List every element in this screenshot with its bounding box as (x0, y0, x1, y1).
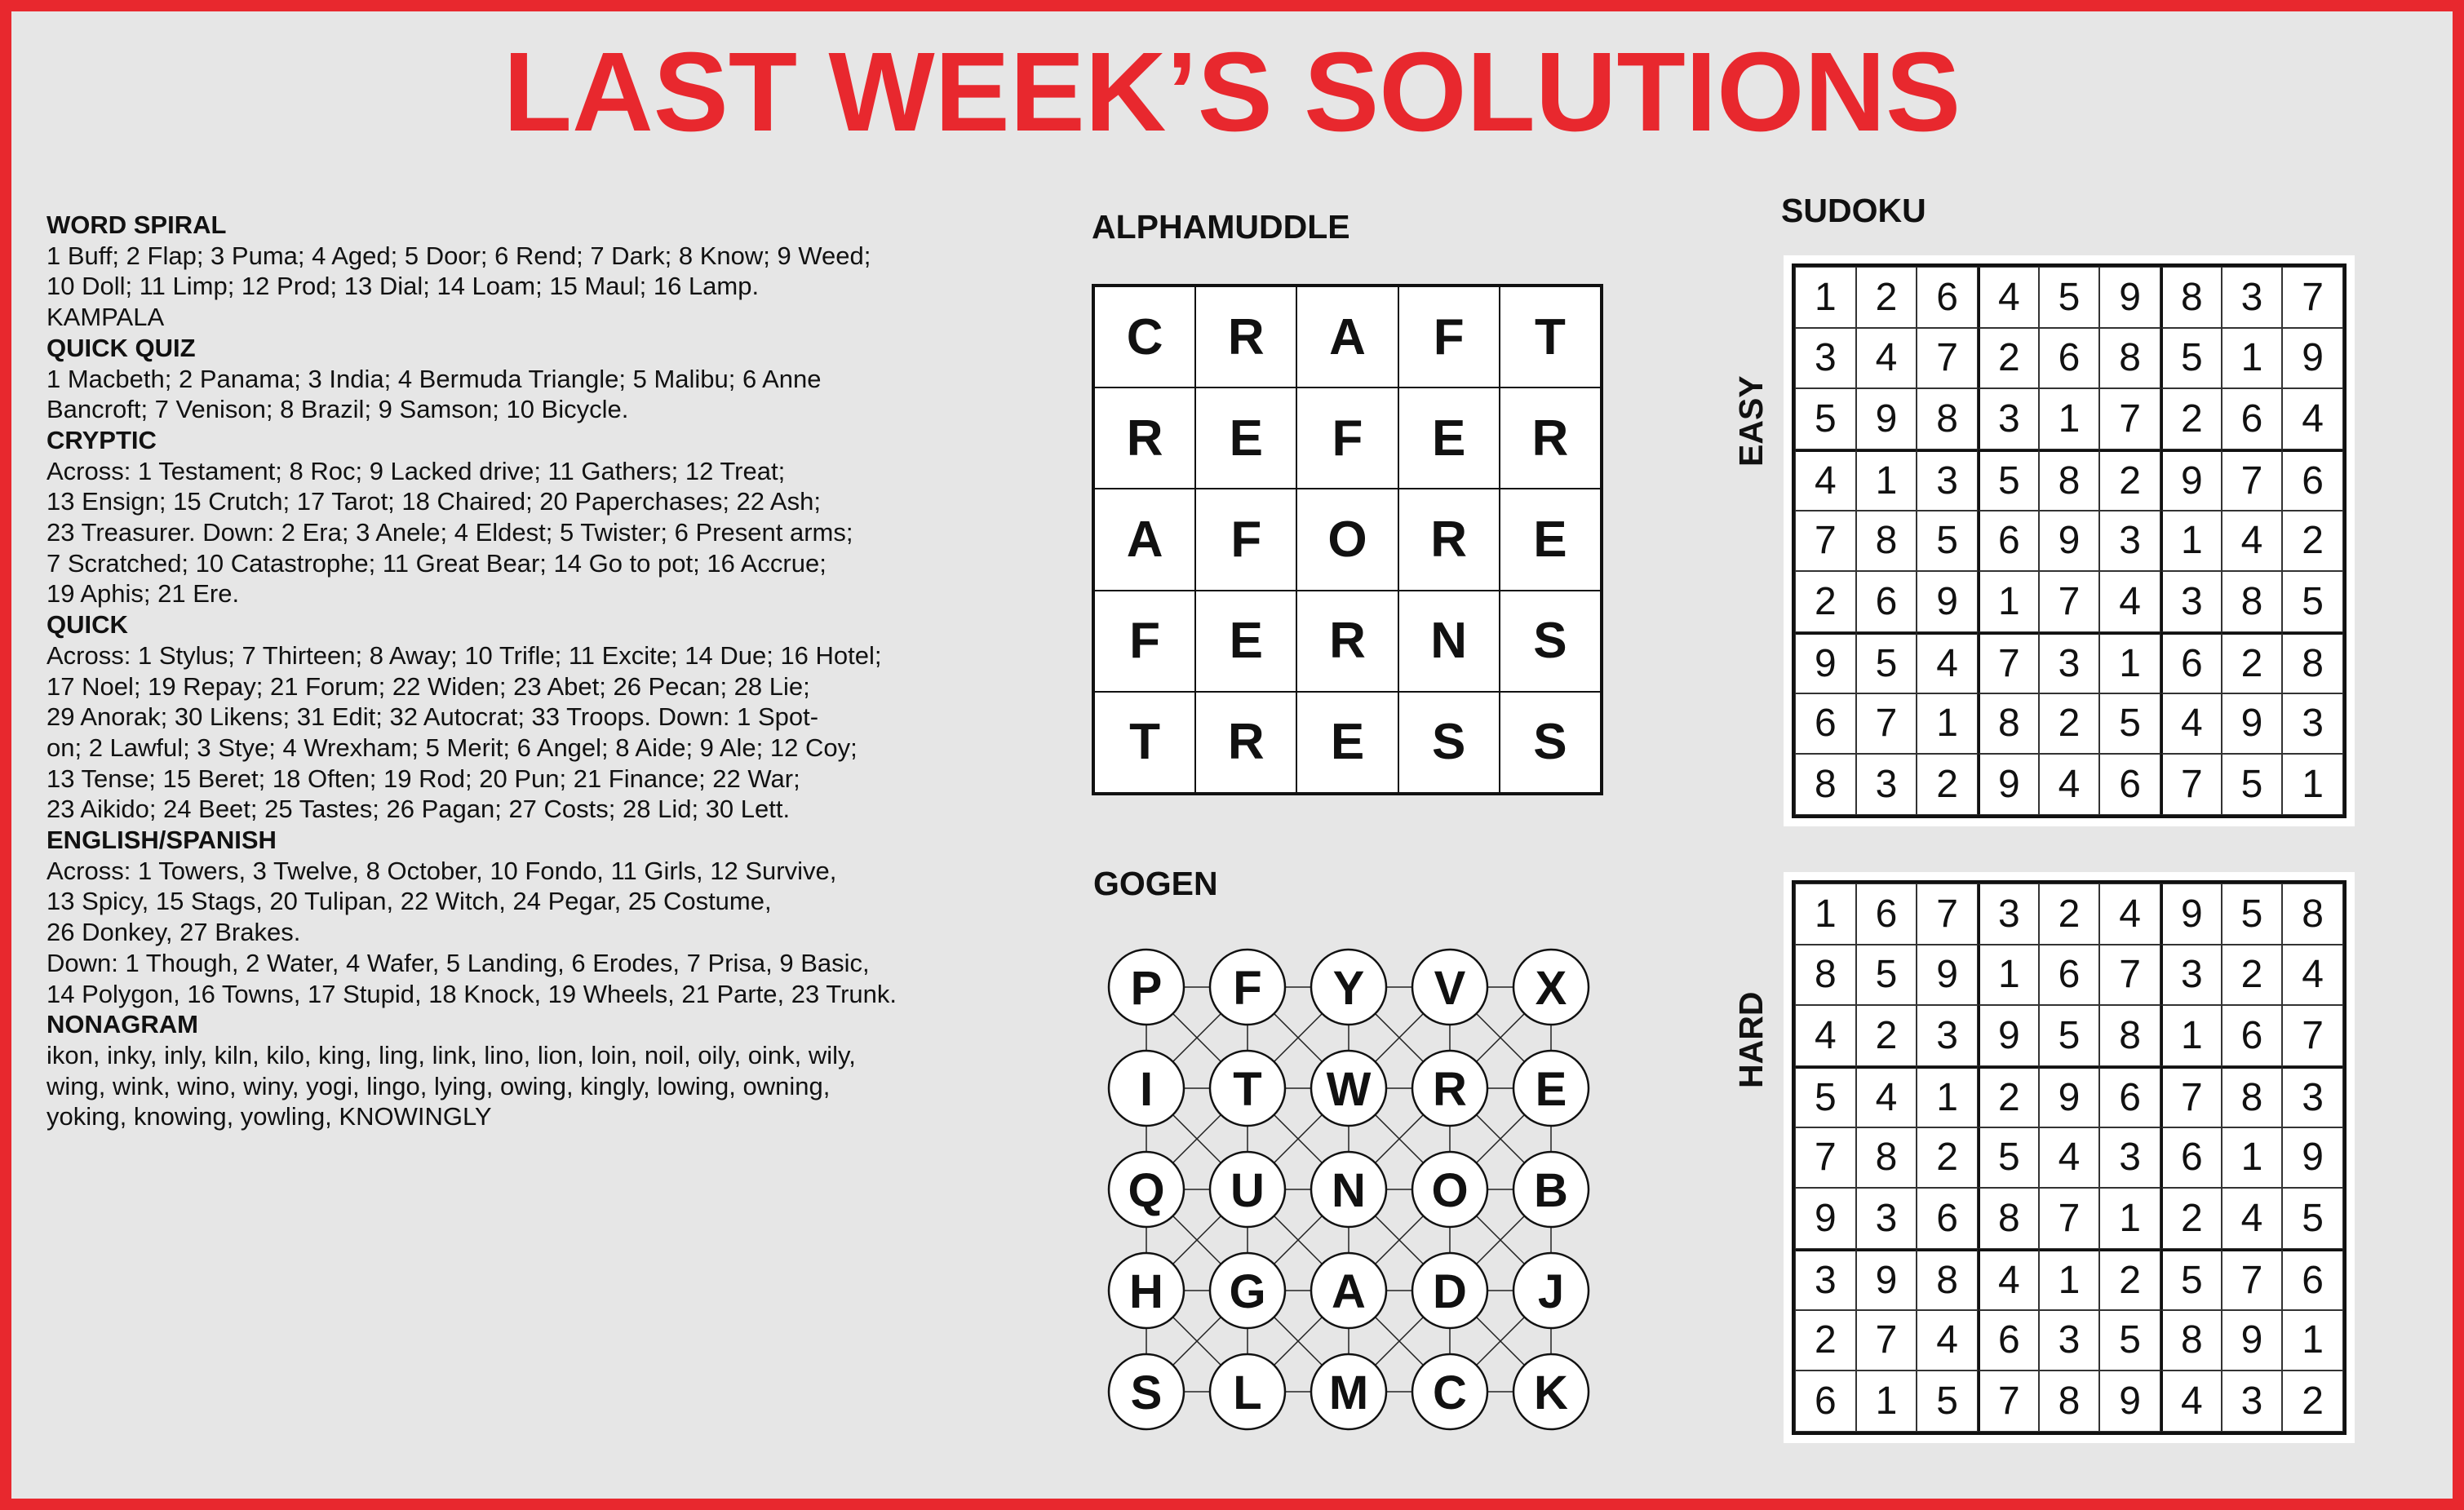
sudoku-cell: 9 (2160, 883, 2222, 945)
solution-line: ikon, inky, inly, kiln, kilo, king, ling, link, lino, lion, loin, noil, oily, oink, wily, (47, 1040, 856, 1069)
solution-heading: CRYPTIC (47, 425, 157, 454)
sudoku-cell: 9 (2222, 693, 2283, 755)
sudoku-cell: 2 (2099, 449, 2160, 511)
sudoku-cell: 9 (1917, 571, 1978, 632)
sudoku-cell: 5 (2160, 1249, 2222, 1310)
solution-heading: QUICK QUIZ (47, 333, 196, 362)
sudoku-cell: 7 (2099, 945, 2160, 1006)
sudoku-cell: 8 (2222, 1066, 2283, 1127)
sudoku-cell: 7 (1978, 1371, 2039, 1432)
sudoku-cell: 2 (1795, 571, 1856, 632)
sudoku-cell: 6 (2160, 1127, 2222, 1189)
solution-section (47, 1009, 993, 1132)
sudoku-cell: 2 (2222, 632, 2283, 693)
alphamuddle-cell: C (1094, 286, 1195, 387)
sudoku-cell: 9 (1795, 1188, 1856, 1249)
gogen-letter: B (1534, 1164, 1568, 1217)
sudoku-cell: 6 (1856, 571, 1917, 632)
sudoku-cell: 3 (1795, 328, 1856, 389)
gogen-letter: C (1433, 1366, 1467, 1419)
sudoku-cell: 7 (2099, 388, 2160, 449)
sudoku-cell: 7 (1978, 632, 2039, 693)
sudoku-cell: 8 (2160, 1310, 2222, 1371)
sudoku-cell: 3 (2099, 1127, 2160, 1189)
sudoku-cell: 7 (2222, 1249, 2283, 1310)
sudoku-cell: 2 (1856, 1005, 1917, 1066)
sudoku-cell: 2 (2160, 388, 2222, 449)
sudoku-cell: 4 (1917, 632, 1978, 693)
alphamuddle-cell: R (1195, 692, 1296, 793)
sudoku-cell: 6 (2282, 449, 2343, 511)
solution-line: Across: 1 Stylus; 7 Thirteen; 8 Away; 10 Trifle; 11 Excite; 14 Due; 16 Hotel; (47, 640, 882, 670)
sudoku-cell: 1 (1978, 571, 2039, 632)
sudoku-cell: 3 (2222, 267, 2283, 328)
sudoku-cell: 4 (2099, 883, 2160, 945)
sudoku-cell: 4 (2099, 571, 2160, 632)
sudoku-cell: 8 (1795, 754, 1856, 815)
alphamuddle-cell: E (1195, 387, 1296, 489)
sudoku-cell: 5 (2099, 1310, 2160, 1371)
gogen-letter: Y (1332, 962, 1365, 1015)
alphamuddle-cell: T (1094, 692, 1195, 793)
sudoku-cell: 4 (2222, 1188, 2283, 1249)
sudoku-cell: 4 (2039, 1127, 2100, 1189)
sudoku-cell: 4 (2160, 693, 2222, 755)
sudoku-cell: 4 (2282, 388, 2343, 449)
sudoku-cell: 4 (2039, 754, 2100, 815)
sudoku-cell: 6 (2039, 945, 2100, 1006)
sudoku-cell: 9 (2099, 267, 2160, 328)
alphamuddle-cell: R (1296, 591, 1398, 692)
alphamuddle-cell: F (1296, 387, 1398, 489)
alphamuddle-cell: S (1500, 692, 1601, 793)
solution-line: 1 Macbeth; 2 Panama; 3 India; 4 Bermuda Triangle; 5 Malibu; 6 Anne (47, 364, 822, 393)
sudoku-cell: 4 (2160, 1371, 2222, 1432)
sudoku-cell: 9 (2039, 1066, 2100, 1127)
solution-section (47, 609, 993, 825)
sudoku-cell: 7 (2160, 754, 2222, 815)
sudoku-cell: 9 (1856, 1249, 1917, 1310)
sudoku-cell: 5 (1856, 632, 1917, 693)
sudoku-cell: 6 (2039, 328, 2100, 389)
sudoku-cell: 4 (1978, 267, 2039, 328)
sudoku-cell: 8 (1978, 693, 2039, 755)
solution-line: KAMPALA (47, 303, 165, 332)
sudoku-cell: 6 (2222, 388, 2283, 449)
sudoku-cell: 5 (1856, 945, 1917, 1006)
sudoku-cell: 5 (2160, 328, 2222, 389)
sudoku-heading: SUDOKU (1781, 192, 1926, 229)
sudoku-cell: 1 (1917, 1066, 1978, 1127)
gogen-letter: F (1233, 962, 1262, 1015)
sudoku-cell: 3 (2222, 1371, 2283, 1432)
sudoku-cell: 8 (2282, 883, 2343, 945)
sudoku-cell: 3 (1856, 754, 1917, 815)
alphamuddle-cell: A (1296, 286, 1398, 387)
solution-section (47, 825, 993, 1009)
alphamuddle-cell: E (1296, 692, 1398, 793)
sudoku-cell: 1 (2099, 632, 2160, 693)
sudoku-cell: 3 (2099, 511, 2160, 572)
sudoku-cell: 7 (1795, 511, 1856, 572)
solution-line: on; 2 Lawful; 3 Stye; 4 Wrexham; 5 Merit; 6 Angel; 8 Aide; 9 Ale; 12 Coy; (47, 733, 858, 762)
solution-line: 14 Polygon, 16 Towns, 17 Stupid, 18 Knock, 19 Wheels, 21 Parte, 23 Trunk. (47, 979, 897, 1008)
alphamuddle-cell: F (1398, 286, 1500, 387)
sudoku-cell: 5 (1978, 449, 2039, 511)
alphamuddle-cell: R (1195, 286, 1296, 387)
sudoku-cell: 9 (2039, 511, 2100, 572)
sudoku-cell: 2 (1978, 328, 2039, 389)
sudoku-cell: 8 (2160, 267, 2222, 328)
sudoku-cell: 6 (1856, 883, 1917, 945)
sudoku-cell: 7 (1795, 1127, 1856, 1189)
solution-line: 29 Anorak; 30 Likens; 31 Edit; 32 Autocrat; 33 Troops. Down: 1 Spot- (47, 702, 819, 732)
alphamuddle-cell: S (1398, 692, 1500, 793)
solution-line: Across: 1 Testament; 8 Roc; 9 Lacked drive; 11 Gathers; 12 Treat; (47, 456, 786, 485)
sudoku-cell: 2 (1978, 1066, 2039, 1127)
solution-heading: WORD SPIRAL (47, 210, 227, 239)
solution-line: wing, wink, wino, winy, yogi, lingo, lying, owing, kingly, lowing, owning, (47, 1071, 831, 1100)
sudoku-cell: 8 (2222, 571, 2283, 632)
sudoku-cell: 5 (1795, 1066, 1856, 1127)
solutions-text-column (47, 210, 993, 1132)
sudoku-cell: 7 (2282, 267, 2343, 328)
solution-line: 13 Ensign; 15 Crutch; 17 Tarot; 18 Chaired; 20 Paperchases; 22 Ash; (47, 487, 821, 516)
sudoku-cell: 3 (1917, 449, 1978, 511)
solution-line: 7 Scratched; 10 Catastrophe; 11 Great Bear; 14 Go to pot; 16 Accrue; (47, 548, 827, 578)
sudoku-easy-grid (1792, 263, 2347, 818)
sudoku-cell: 1 (1856, 449, 1917, 511)
alphamuddle-heading: ALPHAMUDDLE (1092, 208, 1350, 246)
gogen-letter: A (1332, 1265, 1366, 1318)
sudoku-cell: 1 (2160, 1005, 2222, 1066)
sudoku-cell: 9 (2099, 1371, 2160, 1432)
sudoku-cell: 8 (2039, 1371, 2100, 1432)
sudoku-cell: 8 (2039, 449, 2100, 511)
gogen-letter: W (1326, 1063, 1372, 1116)
sudoku-cell: 9 (1856, 388, 1917, 449)
sudoku-cell: 7 (2039, 571, 2100, 632)
alphamuddle-cell: E (1398, 387, 1500, 489)
sudoku-cell: 8 (1978, 1188, 2039, 1249)
gogen-letter: K (1534, 1366, 1568, 1419)
sudoku-cell: 1 (2222, 328, 2283, 389)
solution-line: 1 Buff; 2 Flap; 3 Puma; 4 Aged; 5 Door; 6 Rend; 7 Dark; 8 Know; 9 Weed; (47, 241, 871, 270)
sudoku-cell: 3 (1978, 388, 2039, 449)
sudoku-cell: 5 (1978, 1127, 2039, 1189)
sudoku-cell: 6 (2282, 1249, 2343, 1310)
gogen-letter: R (1433, 1063, 1467, 1116)
alphamuddle-cell: N (1398, 591, 1500, 692)
sudoku-cell: 1 (2099, 1188, 2160, 1249)
solution-line: 23 Treasurer. Down: 2 Era; 3 Anele; 4 Eldest; 5 Twister; 6 Present arms; (47, 518, 853, 547)
solution-line: Down: 1 Though, 2 Water, 4 Wafer, 5 Landing, 6 Erodes, 7 Prisa, 9 Basic, (47, 948, 870, 977)
sudoku-hard (1784, 872, 2355, 1443)
sudoku-cell: 5 (1917, 1371, 1978, 1432)
sudoku-cell: 6 (1795, 1371, 1856, 1432)
sudoku-cell: 2 (2039, 883, 2100, 945)
solution-line: 17 Noel; 19 Repay; 21 Forum; 22 Widen; 23 Abet; 26 Pecan; 28 Lie; (47, 671, 810, 701)
sudoku-cell: 1 (1795, 267, 1856, 328)
sudoku-easy-label: EASY (1732, 375, 1770, 467)
sudoku-cell: 8 (2099, 328, 2160, 389)
solution-line: Across: 1 Towers, 3 Twelve, 8 October, 10 Fondo, 11 Girls, 12 Survive, (47, 856, 837, 885)
sudoku-cell: 2 (1917, 754, 1978, 815)
sudoku-cell: 6 (1978, 1310, 2039, 1371)
alphamuddle-grid (1092, 284, 1603, 795)
sudoku-cell: 3 (2160, 945, 2222, 1006)
sudoku-cell: 4 (1795, 1005, 1856, 1066)
sudoku-cell: 4 (1917, 1310, 1978, 1371)
gogen-letter: V (1434, 962, 1466, 1015)
solution-section (47, 333, 993, 425)
sudoku-hard-label: HARD (1732, 991, 1770, 1088)
sudoku-cell: 6 (1917, 267, 1978, 328)
sudoku-cell: 1 (2282, 754, 2343, 815)
sudoku-cell: 5 (2039, 1005, 2100, 1066)
gogen-letter: S (1130, 1366, 1163, 1419)
sudoku-cell: 9 (1795, 632, 1856, 693)
sudoku-cell: 8 (1917, 388, 1978, 449)
sudoku-cell: 5 (1917, 511, 1978, 572)
solution-line: yoking, knowing, yowling, KNOWINGLY (47, 1102, 492, 1131)
gogen-heading: GOGEN (1093, 865, 1218, 902)
sudoku-cell: 7 (1856, 1310, 1917, 1371)
sudoku-cell: 1 (2160, 511, 2222, 572)
sudoku-cell: 5 (2282, 1188, 2343, 1249)
gogen-letter: Q (1128, 1164, 1165, 1217)
sudoku-cell: 8 (1917, 1249, 1978, 1310)
gogen-letter: P (1130, 962, 1163, 1015)
solution-line: 13 Spicy, 15 Stags, 20 Tulipan, 22 Witch, 24 Pegar, 25 Costume, (47, 887, 772, 916)
sudoku-cell: 3 (2039, 632, 2100, 693)
sudoku-cell: 6 (1978, 511, 2039, 572)
sudoku-cell: 9 (1978, 1005, 2039, 1066)
gogen-letter: D (1433, 1265, 1467, 1318)
sudoku-cell: 2 (2282, 1371, 2343, 1432)
sudoku-cell: 9 (2282, 1127, 2343, 1189)
solution-line: Bancroft; 7 Venison; 8 Brazil; 9 Samson; 10 Bicycle. (47, 395, 629, 424)
sudoku-cell: 9 (2160, 449, 2222, 511)
gogen-letter: O (1431, 1164, 1469, 1217)
sudoku-cell: 6 (2160, 632, 2222, 693)
sudoku-cell: 2 (1795, 1310, 1856, 1371)
gogen-letter: G (1229, 1265, 1266, 1318)
alphamuddle-cell: F (1195, 489, 1296, 590)
solution-section (47, 425, 993, 609)
sudoku-cell: 1 (1856, 1371, 1917, 1432)
solution-line: 13 Tense; 15 Beret; 18 Often; 19 Rod; 20 Pun; 21 Finance; 22 War; (47, 764, 800, 793)
sudoku-cell: 2 (2282, 511, 2343, 572)
sudoku-cell: 7 (1856, 693, 1917, 755)
sudoku-cell: 1 (1795, 883, 1856, 945)
sudoku-easy (1784, 255, 2355, 826)
sudoku-cell: 8 (2099, 1005, 2160, 1066)
sudoku-cell: 4 (2282, 945, 2343, 1006)
solution-heading: ENGLISH/SPANISH (47, 826, 277, 855)
sudoku-cell: 2 (2160, 1188, 2222, 1249)
sudoku-cell: 6 (2222, 1005, 2283, 1066)
alphamuddle-cell: R (1500, 387, 1601, 489)
sudoku-hard-grid (1792, 880, 2347, 1435)
sudoku-cell: 8 (1856, 511, 1917, 572)
solution-section (47, 210, 993, 333)
gogen-letter: H (1129, 1265, 1163, 1318)
sudoku-cell: 6 (1917, 1188, 1978, 1249)
gogen-letter: X (1535, 962, 1567, 1015)
sudoku-cell: 9 (1978, 754, 2039, 815)
sudoku-cell: 3 (1856, 1188, 1917, 1249)
sudoku-cell: 4 (1795, 449, 1856, 511)
sudoku-cell: 3 (2160, 571, 2222, 632)
sudoku-cell: 3 (2039, 1310, 2100, 1371)
gogen-letter: M (1328, 1366, 1369, 1419)
alphamuddle-cell: F (1094, 591, 1195, 692)
solution-line: 19 Aphis; 21 Ere. (47, 579, 240, 609)
alphamuddle-cell: R (1398, 489, 1500, 590)
sudoku-cell: 7 (1917, 328, 1978, 389)
solution-heading: NONAGRAM (47, 1010, 198, 1039)
sudoku-cell: 7 (2160, 1066, 2222, 1127)
sudoku-cell: 5 (2282, 571, 2343, 632)
sudoku-cell: 1 (2039, 1249, 2100, 1310)
sudoku-cell: 3 (2282, 693, 2343, 755)
sudoku-cell: 4 (1978, 1249, 2039, 1310)
sudoku-cell: 9 (2282, 328, 2343, 389)
sudoku-cell: 6 (2099, 754, 2160, 815)
sudoku-cell: 2 (2099, 1249, 2160, 1310)
sudoku-cell: 9 (1917, 945, 1978, 1006)
sudoku-cell: 5 (2222, 883, 2283, 945)
sudoku-cell: 4 (2222, 511, 2283, 572)
gogen-letter: E (1535, 1063, 1567, 1116)
solution-line: 10 Doll; 11 Limp; 12 Prod; 13 Dial; 14 Loam; 15 Maul; 16 Lamp. (47, 272, 760, 301)
sudoku-cell: 6 (2099, 1066, 2160, 1127)
sudoku-cell: 7 (2282, 1005, 2343, 1066)
sudoku-cell: 2 (2222, 945, 2283, 1006)
gogen-letter: T (1233, 1063, 1262, 1116)
solution-heading: QUICK (47, 610, 128, 640)
gogen-letter: N (1332, 1164, 1366, 1217)
sudoku-cell: 8 (1795, 945, 1856, 1006)
sudoku-cell: 2 (1856, 267, 1917, 328)
sudoku-cell: 1 (2039, 388, 2100, 449)
sudoku-cell: 1 (1978, 945, 2039, 1006)
alphamuddle-cell: E (1500, 489, 1601, 590)
sudoku-cell: 3 (2282, 1066, 2343, 1127)
gogen-letter: J (1537, 1265, 1565, 1318)
sudoku-cell: 2 (2039, 693, 2100, 755)
sudoku-cell: 5 (2039, 267, 2100, 328)
sudoku-cell: 1 (2282, 1310, 2343, 1371)
sudoku-cell: 5 (1795, 388, 1856, 449)
sudoku-cell: 1 (1917, 693, 1978, 755)
gogen-board (1093, 934, 1604, 1445)
alphamuddle-cell: E (1195, 591, 1296, 692)
solution-line: 23 Aikido; 24 Beet; 25 Tastes; 26 Pagan; 27 Costs; 28 Lid; 30 Lett. (47, 795, 791, 824)
sudoku-cell: 7 (1917, 883, 1978, 945)
sudoku-cell: 6 (1795, 693, 1856, 755)
sudoku-cell: 9 (2222, 1310, 2283, 1371)
sudoku-cell: 7 (2222, 449, 2283, 511)
sudoku-cell: 4 (1856, 1066, 1917, 1127)
sudoku-cell: 4 (1856, 328, 1917, 389)
sudoku-cell: 3 (1917, 1005, 1978, 1066)
alphamuddle-cell: R (1094, 387, 1195, 489)
sudoku-cell: 3 (1795, 1249, 1856, 1310)
page-title: LAST WEEK’S SOLUTIONS (503, 29, 1961, 155)
sudoku-cell: 5 (2099, 693, 2160, 755)
sudoku-cell: 8 (2282, 632, 2343, 693)
alphamuddle-cell: S (1500, 591, 1601, 692)
sudoku-cell: 2 (1917, 1127, 1978, 1189)
sudoku-cell: 1 (2222, 1127, 2283, 1189)
sudoku-cell: 8 (1856, 1127, 1917, 1189)
sudoku-cell: 5 (2222, 754, 2283, 815)
sudoku-cell: 3 (1978, 883, 2039, 945)
alphamuddle-cell: A (1094, 489, 1195, 590)
gogen-letter: U (1230, 1164, 1265, 1217)
gogen-letter: I (1139, 1063, 1154, 1116)
sudoku-cell: 7 (2039, 1188, 2100, 1249)
alphamuddle-cell: O (1296, 489, 1398, 590)
gogen-letter: L (1233, 1366, 1262, 1419)
alphamuddle-cell: T (1500, 286, 1601, 387)
solution-line: 26 Donkey, 27 Brakes. (47, 918, 301, 947)
